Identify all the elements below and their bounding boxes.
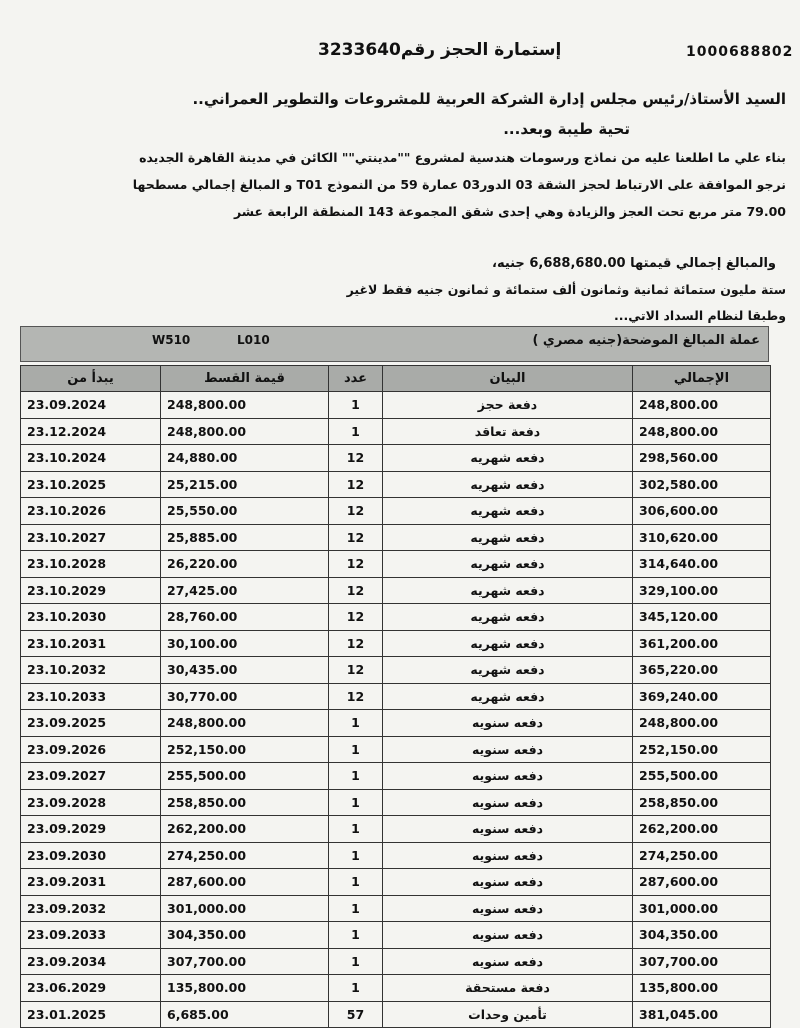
table-row	[21, 524, 771, 551]
cell-installment: 27,425.00	[161, 577, 329, 604]
cell-description: دفعة حجز	[383, 392, 633, 419]
total-value-line: والمبالغ إجمالي قيمتها 6,688,680.00 جنيه،	[492, 256, 776, 271]
cell-start: 23.12.2024	[21, 418, 161, 445]
table-row	[21, 975, 771, 1002]
cell-description: دفعه سنويه	[383, 763, 633, 790]
table-row	[21, 471, 771, 498]
cell-total: 307,700.00	[633, 948, 771, 975]
currency-bar	[20, 326, 769, 362]
code-w: W510	[152, 333, 191, 347]
cell-installment: 28,760.00	[161, 604, 329, 631]
cell-start: 23.10.2024	[21, 445, 161, 472]
cell-installment: 274,250.00	[161, 842, 329, 869]
letter-line-1: بناء علي ما اطلعنا عليه من نماذج ورسومات هندسية لمشروع ""مدينتي"" الكائن في مدينة القاهرة الجديده	[139, 150, 786, 165]
cell-total: 258,850.00	[633, 789, 771, 816]
table-body	[21, 392, 771, 1028]
table-row	[21, 498, 771, 525]
cell-installment: 258,850.00	[161, 789, 329, 816]
cell-start: 23.09.2030	[21, 842, 161, 869]
cell-installment: 248,800.00	[161, 418, 329, 445]
table-row	[21, 630, 771, 657]
table-row	[21, 445, 771, 472]
cell-total: 302,580.00	[633, 471, 771, 498]
cell-description: دفعه سنويه	[383, 922, 633, 949]
cell-count: 12	[329, 498, 383, 525]
total-in-words: ستة مليون ستمائة ثمانية وثمانون ألف ستمائة و ثمانون جنيه فقط لاغير	[346, 282, 786, 297]
cell-start: 23.10.2029	[21, 577, 161, 604]
cell-start: 23.09.2031	[21, 869, 161, 896]
cell-total: 365,220.00	[633, 657, 771, 684]
cell-total: 304,350.00	[633, 922, 771, 949]
cell-count: 12	[329, 471, 383, 498]
cell-count: 1	[329, 816, 383, 843]
cell-count: 1	[329, 392, 383, 419]
cell-start: 23.09.2034	[21, 948, 161, 975]
cell-installment: 25,885.00	[161, 524, 329, 551]
cell-total: 381,045.00	[633, 1001, 771, 1028]
document-number: 1000688802	[686, 44, 794, 60]
cell-count: 57	[329, 1001, 383, 1028]
header-description: البيان	[383, 366, 633, 392]
table-row	[21, 577, 771, 604]
currency-label: عملة المبالغ الموضحة(جنيه مصري )	[532, 333, 760, 348]
cell-start: 23.10.2026	[21, 498, 161, 525]
cell-description: دفعه شهريه	[383, 577, 633, 604]
cell-start: 23.10.2033	[21, 683, 161, 710]
cell-count: 1	[329, 869, 383, 896]
table-row	[21, 789, 771, 816]
cell-count: 12	[329, 604, 383, 631]
cell-installment: 304,350.00	[161, 922, 329, 949]
cell-description: دفعه سنويه	[383, 789, 633, 816]
cell-count: 1	[329, 975, 383, 1002]
cell-total: 252,150.00	[633, 736, 771, 763]
table-row	[21, 948, 771, 975]
cell-start: 23.10.2025	[21, 471, 161, 498]
form-title: إستمارة الحجز رقم3233640	[318, 40, 562, 60]
cell-total: 274,250.00	[633, 842, 771, 869]
cell-description: دفعه سنويه	[383, 895, 633, 922]
cell-start: 23.09.2024	[21, 392, 161, 419]
cell-total: 262,200.00	[633, 816, 771, 843]
cell-start: 23.09.2032	[21, 895, 161, 922]
table-row	[21, 418, 771, 445]
cell-total: 248,800.00	[633, 392, 771, 419]
cell-count: 12	[329, 683, 383, 710]
letter-line-3: 79.00 متر مربع تحت العجز والزيادة وهي إحدى شقق المجموعة 143 المنطقة الرابعة عشر	[234, 204, 786, 219]
code-l: L010	[237, 333, 270, 347]
header-count: عدد	[329, 366, 383, 392]
cell-installment: 287,600.00	[161, 869, 329, 896]
cell-count: 1	[329, 710, 383, 737]
cell-count: 1	[329, 948, 383, 975]
cell-start: 23.10.2031	[21, 630, 161, 657]
cell-installment: 301,000.00	[161, 895, 329, 922]
table-header-row	[21, 366, 771, 392]
cell-count: 12	[329, 445, 383, 472]
cell-description: دفعه سنويه	[383, 736, 633, 763]
table-row	[21, 763, 771, 790]
cell-installment: 30,770.00	[161, 683, 329, 710]
cell-installment: 248,800.00	[161, 710, 329, 737]
cell-start: 23.09.2025	[21, 710, 161, 737]
cell-count: 12	[329, 577, 383, 604]
header-total: الإجمالي	[633, 366, 771, 392]
cell-installment: 255,500.00	[161, 763, 329, 790]
cell-description: دفعه شهريه	[383, 445, 633, 472]
table-row	[21, 1001, 771, 1028]
cell-installment: 25,215.00	[161, 471, 329, 498]
cell-description: دفعه سنويه	[383, 842, 633, 869]
cell-total: 361,200.00	[633, 630, 771, 657]
letter-salutation: السيد الأستاذ/رئيس مجلس إدارة الشركة العربية للمشروعات والتطوير العمراني..	[192, 90, 786, 108]
table-row	[21, 736, 771, 763]
cell-start: 23.10.2030	[21, 604, 161, 631]
cell-description: دفعه شهريه	[383, 471, 633, 498]
cell-installment: 30,100.00	[161, 630, 329, 657]
cell-start: 23.01.2025	[21, 1001, 161, 1028]
cell-installment: 252,150.00	[161, 736, 329, 763]
cell-count: 12	[329, 524, 383, 551]
cell-total: 248,800.00	[633, 418, 771, 445]
cell-count: 12	[329, 630, 383, 657]
table-row	[21, 683, 771, 710]
cell-installment: 30,435.00	[161, 657, 329, 684]
cell-total: 135,800.00	[633, 975, 771, 1002]
table-row	[21, 710, 771, 737]
cell-description: دفعه سنويه	[383, 710, 633, 737]
cell-total: 255,500.00	[633, 763, 771, 790]
cell-start: 23.10.2032	[21, 657, 161, 684]
cell-start: 23.09.2026	[21, 736, 161, 763]
cell-installment: 25,550.00	[161, 498, 329, 525]
cell-count: 12	[329, 657, 383, 684]
table-row	[21, 657, 771, 684]
cell-installment: 6,685.00	[161, 1001, 329, 1028]
cell-installment: 248,800.00	[161, 392, 329, 419]
cell-count: 1	[329, 763, 383, 790]
cell-description: دفعه شهريه	[383, 604, 633, 631]
cell-start: 23.09.2028	[21, 789, 161, 816]
cell-count: 1	[329, 736, 383, 763]
cell-description: دفعه سنويه	[383, 948, 633, 975]
table-row	[21, 816, 771, 843]
cell-installment: 262,200.00	[161, 816, 329, 843]
cell-count: 1	[329, 922, 383, 949]
cell-total: 301,000.00	[633, 895, 771, 922]
cell-installment: 24,880.00	[161, 445, 329, 472]
header-installment: قيمة القسط	[161, 366, 329, 392]
cell-count: 12	[329, 551, 383, 578]
cell-count: 1	[329, 895, 383, 922]
cell-installment: 26,220.00	[161, 551, 329, 578]
letter-greeting: تحية طيبة وبعد...	[503, 120, 630, 138]
cell-total: 345,120.00	[633, 604, 771, 631]
table-row	[21, 392, 771, 419]
table-row	[21, 922, 771, 949]
table-row	[21, 551, 771, 578]
payment-note: وطبقا لنظام السداد الاتي...	[613, 308, 786, 323]
cell-description: دفعة مستحقة	[383, 975, 633, 1002]
cell-total: 306,600.00	[633, 498, 771, 525]
cell-start: 23.10.2028	[21, 551, 161, 578]
cell-total: 310,620.00	[633, 524, 771, 551]
cell-description: دفعه شهريه	[383, 498, 633, 525]
cell-start: 23.09.2033	[21, 922, 161, 949]
cell-description: دفعه شهريه	[383, 683, 633, 710]
cell-description: دفعه شهريه	[383, 551, 633, 578]
cell-total: 248,800.00	[633, 710, 771, 737]
cell-count: 1	[329, 842, 383, 869]
cell-start: 23.09.2027	[21, 763, 161, 790]
cell-description: دفعه سنويه	[383, 869, 633, 896]
header-start: يبدأ من	[21, 366, 161, 392]
cell-total: 314,640.00	[633, 551, 771, 578]
cell-description: دفعة تعاقد	[383, 418, 633, 445]
table-row	[21, 604, 771, 631]
cell-description: دفعه شهريه	[383, 657, 633, 684]
table-row	[21, 842, 771, 869]
cell-start: 23.06.2029	[21, 975, 161, 1002]
letter-line-2: نرجو الموافقة على الارتباط لحجز الشقة 03 الدور03 عمارة 59 من النموذج T01 و المبالغ إجمالي مسطحها	[132, 177, 786, 192]
cell-installment: 307,700.00	[161, 948, 329, 975]
cell-total: 298,560.00	[633, 445, 771, 472]
cell-total: 369,240.00	[633, 683, 771, 710]
cell-description: دفعه شهريه	[383, 524, 633, 551]
cell-description: دفعه سنويه	[383, 816, 633, 843]
table-row	[21, 869, 771, 896]
cell-description: دفعه شهريه	[383, 630, 633, 657]
cell-total: 329,100.00	[633, 577, 771, 604]
cell-description: تأمين وحدات	[383, 1001, 633, 1028]
table-row	[21, 895, 771, 922]
cell-start: 23.10.2027	[21, 524, 161, 551]
cell-total: 287,600.00	[633, 869, 771, 896]
cell-start: 23.09.2029	[21, 816, 161, 843]
cell-installment: 135,800.00	[161, 975, 329, 1002]
cell-count: 1	[329, 789, 383, 816]
payment-schedule-table	[20, 365, 771, 1028]
cell-count: 1	[329, 418, 383, 445]
